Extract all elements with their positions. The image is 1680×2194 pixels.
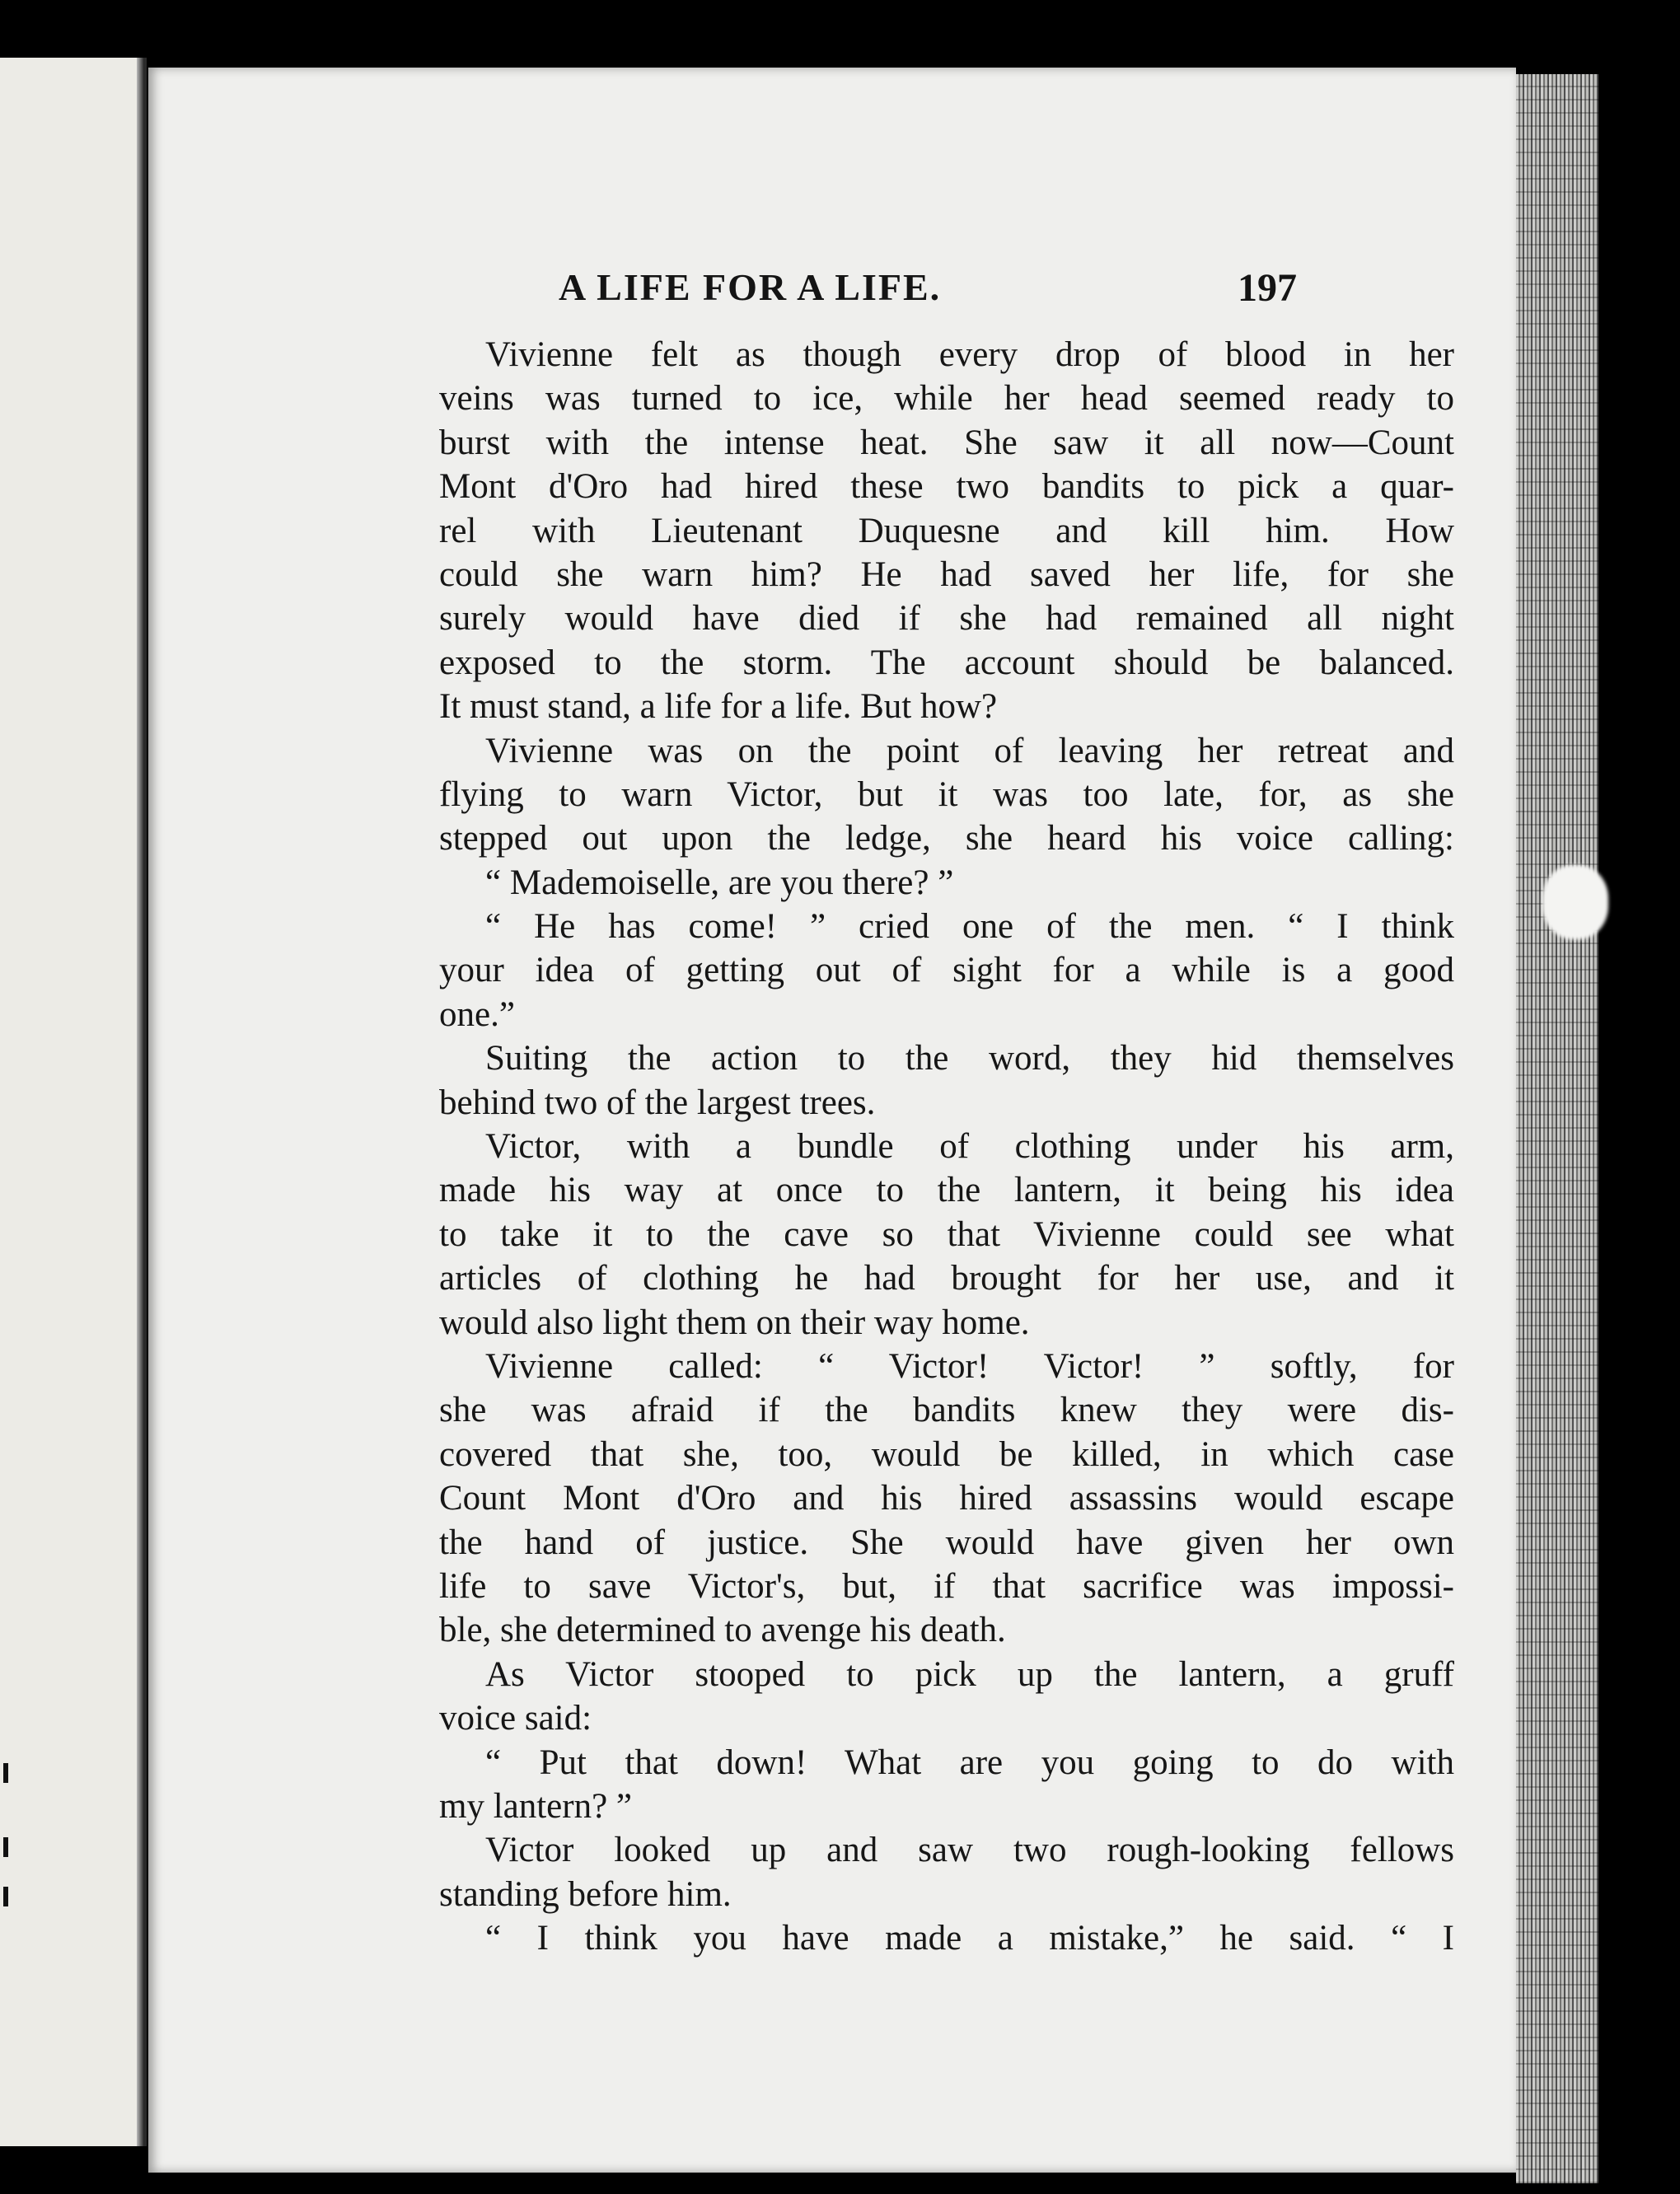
text-line: made his way at once to the lantern, it being his idea: [439, 1171, 1454, 1210]
text-line: Vivienne called: “ Victor! Victor! ” softly, for: [485, 1346, 1454, 1386]
facing-page-edge: [0, 58, 147, 2146]
body-text: [439, 333, 1454, 1960]
text-line: Victor, with a bundle of clothing under his arm,: [485, 1127, 1454, 1167]
text-line: As Victor stooped to pick up the lantern, a gruff: [485, 1654, 1454, 1694]
text-line: It must stand, a life for a life. But how?: [439, 687, 998, 727]
text-line: voice said:: [439, 1699, 592, 1738]
margin-mark: [3, 1887, 8, 1906]
text-line: “ Mademoiselle, are you there? ”: [485, 863, 954, 902]
text-line: articles of clothing he had brought for her use, and it: [439, 1259, 1454, 1298]
text-line: would also light them on their way home.: [439, 1303, 1030, 1342]
text-line: surely would have died if she had remained all night: [439, 599, 1454, 639]
text-line: rel with Lieutenant Duquesne and kill him. How: [439, 511, 1454, 550]
running-head: [148, 265, 1516, 315]
text-line: standing before him.: [439, 1874, 732, 1914]
text-line: the hand of justice. She would have given her own: [439, 1523, 1454, 1562]
text-line: “ I think you have made a mistake,” he said. “ I: [485, 1919, 1454, 1958]
text-line: she was afraid if the bandits knew they were dis-: [439, 1391, 1454, 1430]
book-page: [148, 68, 1516, 2173]
text-line: “ Put that down! What are you going to do with: [485, 1743, 1454, 1782]
text-line: your idea of getting out of sight for a while is a good: [439, 951, 1454, 990]
text-line: flying to warn Victor, but it was too late, for, as she: [439, 774, 1454, 814]
text-line: could she warn him? He had saved her life, for she: [439, 554, 1454, 594]
text-line: behind two of the largest trees.: [439, 1083, 876, 1122]
text-line: exposed to the storm. The account should be balanced.: [439, 643, 1454, 682]
text-line: Count Mont d'Oro and his hired assassins would escape: [439, 1479, 1454, 1518]
text-line: to take it to the cave so that Vivienne could see what: [439, 1214, 1454, 1254]
text-line: “ He has come! ” cried one of the men. “ I think: [485, 907, 1454, 947]
text-line: Mont d'Oro had hired these two bandits to pick a quar-: [439, 467, 1454, 507]
text-line: Vivienne was on the point of leaving her retreat and: [485, 731, 1454, 770]
text-line: Vivienne felt as though every drop of blood in her: [485, 335, 1454, 374]
text-line: veins was turned to ice, while her head seemed ready to: [439, 379, 1454, 419]
text-line: Suiting the action to the word, they hid themselves: [485, 1039, 1454, 1078]
text-line: one.”: [439, 994, 515, 1034]
text-line: burst with the intense heat. She saw it all now—Count: [439, 423, 1454, 462]
book-page-edges: [1516, 74, 1598, 2183]
text-line: life to save Victor's, but, if that sacrifice was impossi-: [439, 1566, 1454, 1606]
page-number: 197: [1238, 266, 1297, 310]
margin-mark: [3, 1837, 8, 1857]
text-line: ble, she determined to avenge his death.: [439, 1611, 1006, 1650]
text-line: stepped out upon the ledge, she heard his voice calling:: [439, 819, 1454, 858]
text-line: Victor looked up and saw two rough-looking fellows: [485, 1831, 1454, 1870]
text-line: my lantern? ”: [439, 1786, 633, 1826]
margin-mark: [3, 1763, 8, 1783]
text-line: covered that she, too, would be killed, in which case: [439, 1434, 1454, 1474]
paper-blemish: [1542, 865, 1608, 939]
running-title: A LIFE FOR A LIFE.: [559, 266, 942, 308]
